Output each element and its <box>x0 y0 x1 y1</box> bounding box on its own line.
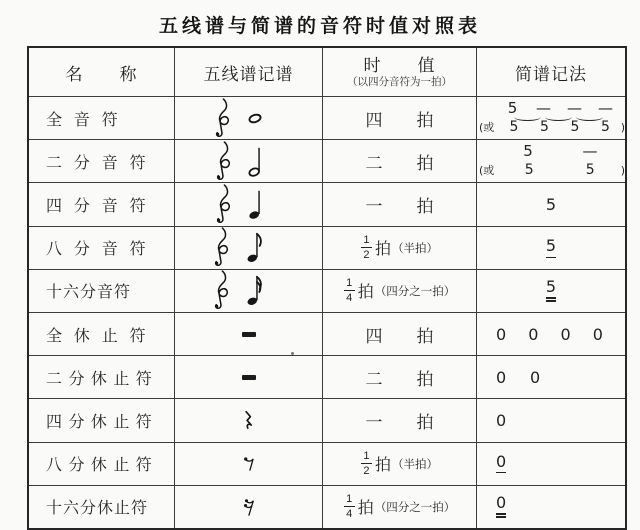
jianpu-alt-prefix: (或 <box>479 164 495 178</box>
table-row <box>29 226 625 269</box>
staff-notation-cell <box>174 270 322 312</box>
table-row <box>29 312 625 355</box>
table-row <box>29 398 625 441</box>
table-row <box>29 182 625 225</box>
fraction-numerator: 1 <box>361 235 372 249</box>
jianpu-token: 5 <box>600 119 610 136</box>
quarter-note-icon <box>248 189 263 220</box>
jianpu-token: 0 <box>496 410 507 430</box>
eighth-rest-icon <box>243 456 255 471</box>
sixteenth-note-icon <box>246 275 265 306</box>
staff-notation-cell <box>174 313 322 355</box>
table-row <box>29 139 625 182</box>
jianpu-cell <box>476 486 625 528</box>
beat-value-cell <box>322 183 476 225</box>
treble-clef-icon <box>211 270 231 311</box>
beat-text: 四 拍 <box>365 326 434 346</box>
beat-note: （半拍） <box>392 458 439 471</box>
beat-note: （四分之一拍） <box>374 501 456 514</box>
jianpu-token: 0 <box>560 324 571 344</box>
beat-unit: 拍 <box>375 457 392 475</box>
sixteenth-rest-icon <box>243 498 255 516</box>
jianpu-token: 5 <box>509 119 519 136</box>
eighth-note-icon <box>246 232 265 263</box>
jianpu-alt-suffix: ) <box>620 164 626 178</box>
beat-note: （四分之一拍） <box>374 285 456 298</box>
jianpu-cell <box>476 313 625 355</box>
jianpu-cell <box>476 399 625 441</box>
tie-arc-icon <box>514 113 541 121</box>
jianpu-cell <box>476 356 625 398</box>
beat-fraction <box>361 451 372 477</box>
beat-value-cell <box>322 356 476 398</box>
beat-note: （半拍） <box>392 242 439 255</box>
whole-rest-icon <box>242 332 256 337</box>
beat-text: 四 拍 <box>365 110 434 130</box>
fraction-numerator: 1 <box>344 494 355 508</box>
note-name: 十六分休止符 <box>46 500 149 518</box>
fraction-denominator: 2 <box>363 464 370 477</box>
fraction-denominator: 4 <box>346 507 353 520</box>
jianpu-token: 5 <box>523 142 533 161</box>
beat-value-cell <box>322 270 476 312</box>
staff-notation-cell <box>174 183 322 225</box>
jianpu-token: 0 <box>496 324 507 344</box>
staff-notation-cell <box>174 140 322 182</box>
tie-arc-icon <box>576 113 603 121</box>
header-jianpu: 简谱记法 <box>476 48 625 96</box>
jianpu-token: 5 <box>570 119 580 136</box>
jianpu-token: 5 <box>524 162 534 179</box>
jianpu-token: — <box>598 99 613 118</box>
print-speck <box>291 352 294 355</box>
header-beat-value <box>322 48 476 96</box>
header-beat-main: 时 值 <box>363 55 436 75</box>
beat-value-cell <box>322 313 476 355</box>
treble-clef-icon <box>213 184 233 225</box>
jianpu-cell <box>476 270 625 312</box>
table-row <box>29 96 625 139</box>
beat-fraction <box>344 494 355 520</box>
treble-clef-icon <box>212 98 232 139</box>
jianpu-cell <box>476 227 625 269</box>
jianpu-value-double-underlined: 5 <box>546 279 556 302</box>
duration-comparison-table <box>27 46 627 530</box>
note-name: 全 音 符 <box>46 111 119 129</box>
tie-arc-icon <box>545 113 572 121</box>
half-note-icon <box>248 146 263 177</box>
fraction-numerator: 1 <box>361 451 372 465</box>
jianpu-value-underlined: 5 <box>546 238 556 258</box>
fraction-numerator: 1 <box>344 278 355 292</box>
note-name: 二 分 音 符 <box>46 154 147 172</box>
jianpu-line1 <box>497 143 625 160</box>
quarter-rest-icon <box>243 411 254 429</box>
jianpu-token: 0 <box>496 367 507 387</box>
note-name: 十六分音符 <box>46 284 132 302</box>
jianpu-token: 0 <box>592 324 603 344</box>
beat-fraction <box>344 278 355 304</box>
beat-unit: 拍 <box>375 241 392 259</box>
note-name: 四 分 音 符 <box>46 197 147 215</box>
half-rest-icon <box>242 375 256 380</box>
beat-unit: 拍 <box>357 500 374 518</box>
jianpu-token: — <box>567 99 582 118</box>
jianpu-token: — <box>536 99 551 118</box>
jianpu-token: 5 <box>507 99 518 118</box>
beat-unit: 拍 <box>357 284 374 302</box>
jianpu-cell <box>476 97 625 139</box>
jianpu-line2 <box>477 162 625 179</box>
beat-text: 二 拍 <box>365 369 434 389</box>
beat-value-cell <box>322 443 476 485</box>
staff-notation-cell <box>174 356 322 398</box>
note-name: 全 休 止 符 <box>46 327 147 345</box>
jianpu-alt-suffix: ) <box>620 121 625 135</box>
header-name: 名 称 <box>65 64 138 84</box>
beat-text: 二 拍 <box>365 153 434 173</box>
jianpu-token: — <box>582 142 598 161</box>
note-name: 八 分 休 止 符 <box>46 457 153 475</box>
header-staff-notation: 五线谱记谱 <box>174 48 322 96</box>
beat-value-cell <box>322 97 476 139</box>
table-row <box>29 485 625 528</box>
table-header-row <box>29 48 625 96</box>
table-row <box>29 355 625 398</box>
jianpu-line2 <box>477 119 625 136</box>
beat-value-cell <box>322 227 476 269</box>
header-beat-subnote: （以四分音符为一拍） <box>347 76 452 89</box>
beat-value-cell <box>322 140 476 182</box>
jianpu-alt-prefix: (或 <box>479 121 495 135</box>
fraction-denominator: 4 <box>346 291 353 304</box>
jianpu-value: 5 <box>545 194 557 214</box>
jianpu-token: 5 <box>539 119 549 136</box>
beat-value-cell <box>322 399 476 441</box>
jianpu-token: 0 <box>528 324 539 344</box>
beat-fraction <box>361 235 372 261</box>
whole-note-icon <box>247 113 263 124</box>
jianpu-cell <box>476 443 625 485</box>
beat-text: 一 拍 <box>365 412 434 432</box>
jianpu-cell <box>476 140 625 182</box>
note-name: 二 分 休 止 符 <box>46 370 153 388</box>
page-title: 五线谱与简谱的音符时值对照表 <box>158 16 481 37</box>
treble-clef-icon <box>211 227 231 268</box>
staff-notation-cell <box>174 97 322 139</box>
fraction-denominator: 2 <box>363 248 370 261</box>
jianpu-value-underlined: 0 <box>496 454 506 474</box>
jianpu-token: 0 <box>530 367 541 387</box>
jianpu-cell <box>476 183 625 225</box>
table-row <box>29 442 625 485</box>
staff-notation-cell <box>174 486 322 528</box>
jianpu-token: 5 <box>585 162 595 179</box>
beat-value-cell <box>322 486 476 528</box>
staff-notation-cell <box>174 399 322 441</box>
treble-clef-icon <box>213 141 233 182</box>
staff-notation-cell <box>174 227 322 269</box>
note-name: 四 分 休 止 符 <box>46 413 153 431</box>
note-name: 八 分 音 符 <box>46 241 147 259</box>
staff-notation-cell <box>174 443 322 485</box>
table-row <box>29 269 625 312</box>
jianpu-value-double-underlined: 0 <box>496 495 506 518</box>
beat-text: 一 拍 <box>365 196 434 216</box>
